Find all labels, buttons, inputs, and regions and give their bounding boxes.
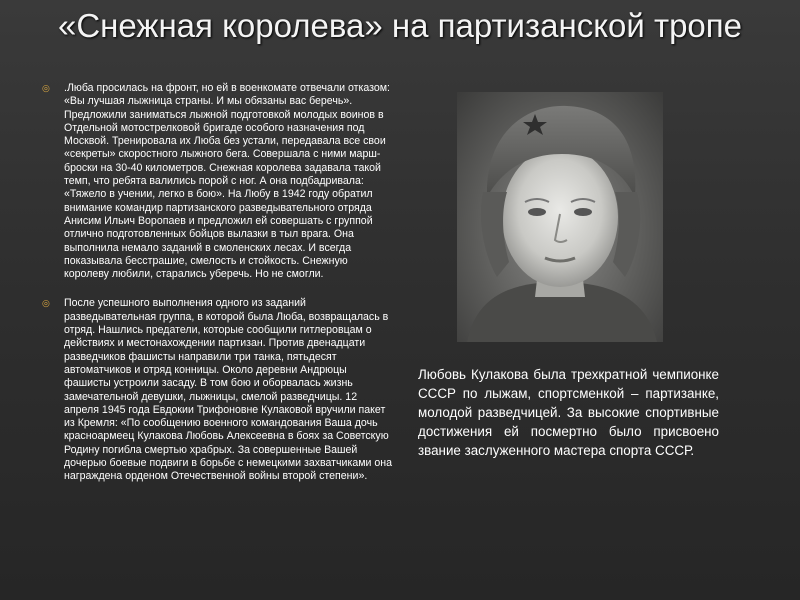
slide-title: «Снежная королева» на партизанской тропе: [57, 7, 743, 44]
paragraph-1-text: .Люба просилась на фронт, но ей в военкомате отвечали отказом: «Вы лучшая лыжница страны. И мы обязаны вас беречь». Предложили заниматься лыжной подготовкой молодых воинов в Отдельной мотострелковой бригаде особого назначения под Москвой. Тренировала их Люба без устали, передавала все свои «секреты» скоростного лыжного бега. Совершала с ними марш-броски на 30-40 километров. Снежная королева задавала такой темп, что ребята валились порой с ног. А она подбадривала: «Тяжело в учении, легко в бою». На Любу в 1942 году обратил внимание командир партизанского разведывательного отряда Анисим Ильич Воропаев и предложил ей совершать с группой отлично подготовленных бойцов вылазки в тыл врага. Она выполнила немало заданий в смоленских лесах. И всегда показывала бесстрашие, смелость и стойкость. Снежную королеву любили, старались уберечь. Но не смогли.: [64, 82, 390, 281]
paragraph-1: [42, 82, 392, 281]
paragraph-2: [42, 297, 392, 483]
text-column: [42, 82, 392, 484]
bullet-icon: ◎: [42, 298, 50, 309]
paragraph-2-text: После успешного выполнения одного из заданий разведывательная группа, в которой была Люба, возвращалась в отряд. Нашлись предатели, которые сообщили гитлеровцам о действиях и местонахождении партизан. Против двенадцати разведчиков фашисты направили три танка, пятьдесят автоматчиков и отряд конницы. Около деревни Андрюцы фашисты устроили засаду. В том бою и оборвалась жизнь замечательной девушки, лыжницы, смелой разведчицы. 12 апреля 1945 года Евдокии Трифоновне Кулаковой вручили пакет из Кремля: «По сообщению военного командования Ваша дочь красноармеец Кулакова Любовь Алексеевна в боях за Советскую Родину погибла смертью храбрых. За совершенные Вашей дочерью боевые подвиги в борьбе с немецкими захватчиками она награждена орденом Отечественной войны второй степени».: [64, 297, 393, 483]
bullet-icon: ◎: [42, 83, 50, 93]
portrait-caption: Любовь Кулакова была трехкратной чемпионке СССР по лыжам, спортсменкой – партизанке, молодой разведчицей. За высокие спортивные достижения ей посмертно было присвоено звание заслуженного мастера спорта СССР.: [418, 367, 719, 458]
portrait-photo: [457, 92, 663, 342]
portrait-illustration: [457, 92, 663, 342]
